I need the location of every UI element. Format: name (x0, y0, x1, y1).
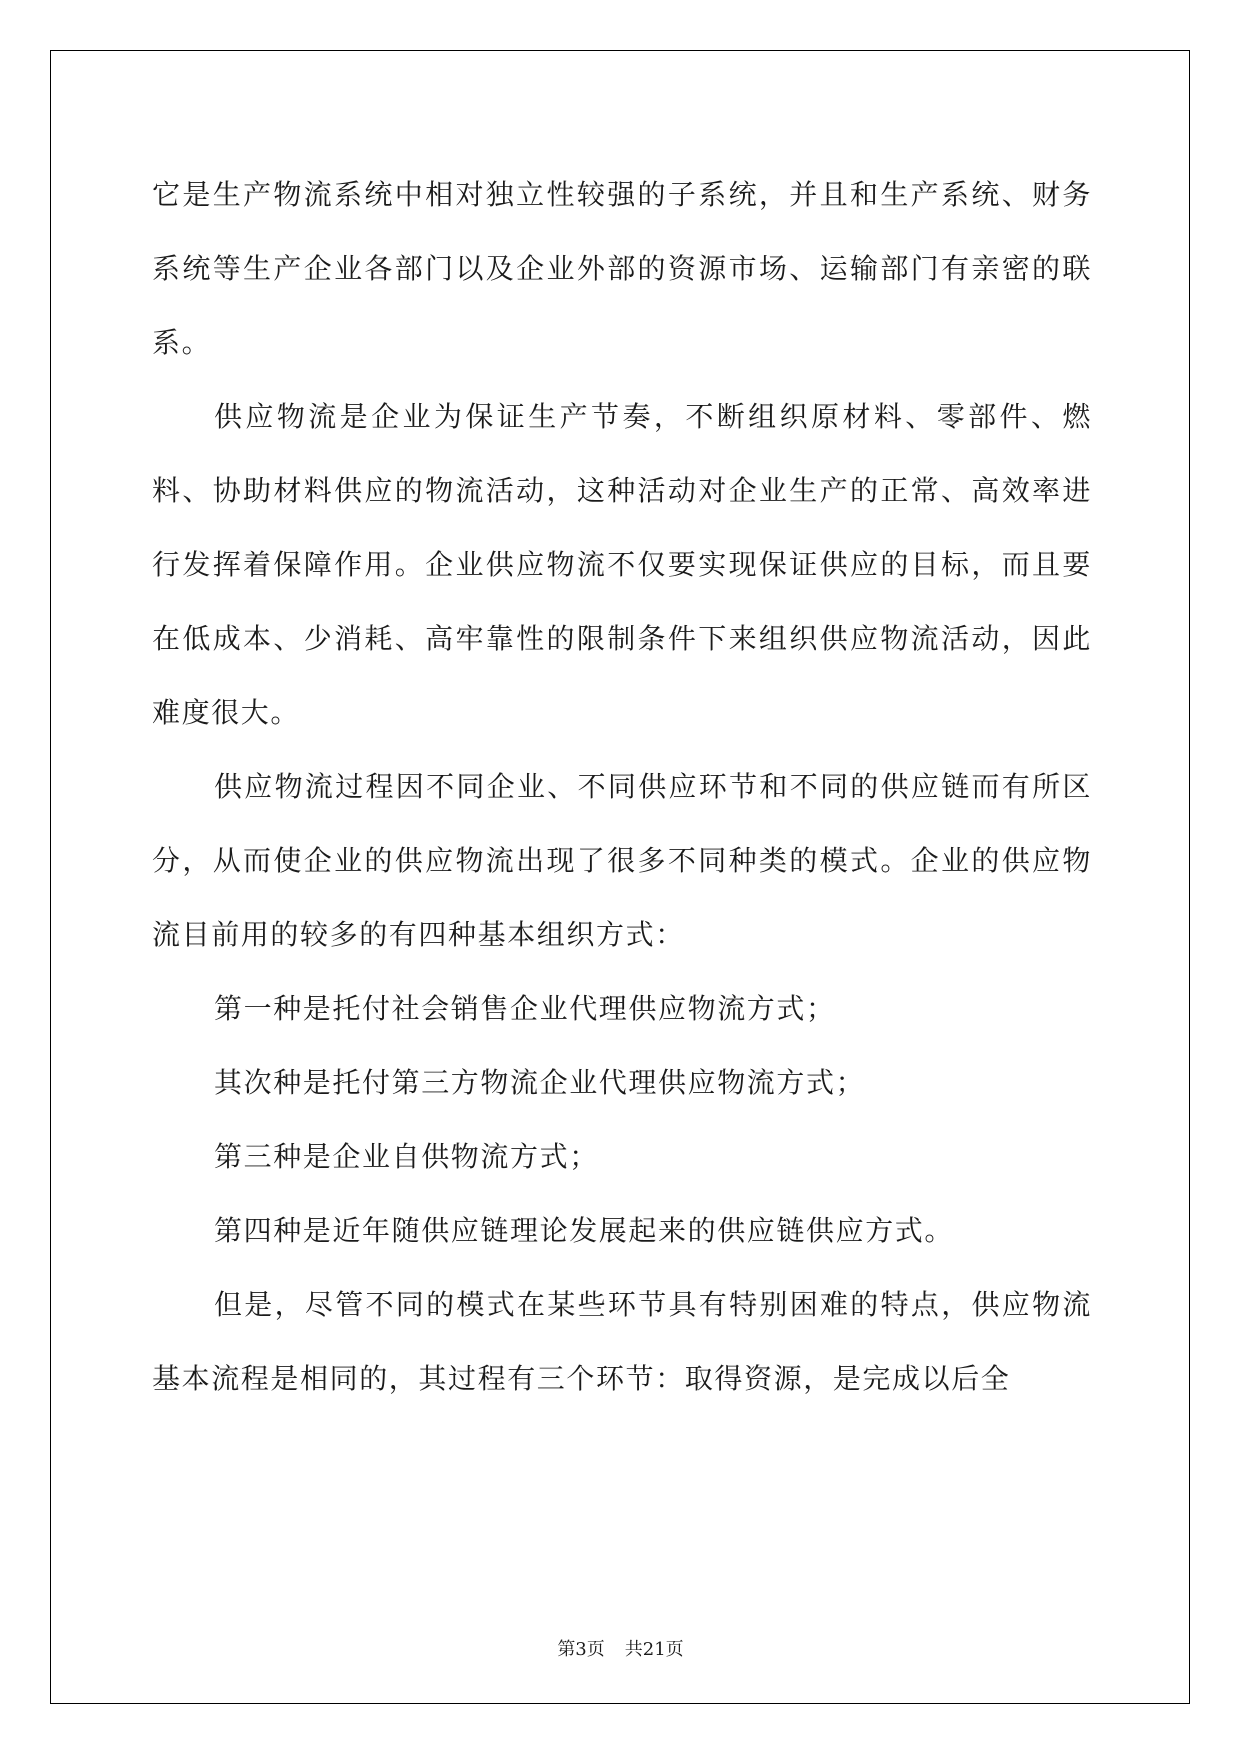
page-number: 第3页 (557, 1639, 605, 1660)
page-total: 共21页 (624, 1639, 684, 1660)
paragraph-5: 其次种是托付第三方物流企业代理供应物流方式； (214, 1066, 866, 1099)
document-body (152, 158, 1092, 1416)
paragraph-7: 第四种是近年随供应链理论发展起来的供应链供应方式。 (214, 1214, 955, 1247)
paragraph-3: 供应物流过程因不同企业、不同供应环节和不同的供应链而有所区分，从而使企业的供应物流出现了很多不同种类的模式。企业的供应物流目前用的较多的有四种基本组织方式： (152, 770, 1092, 951)
page-footer (0, 1635, 1241, 1661)
paragraph-2: 供应物流是企业为保证生产节奏，不断组织原材料、零部件、燃料、协助材料供应的物流活动，这种活动对企业生产的正常、高效率进行发挥着保障作用。企业供应物流不仅要实现保证供应的目标，而且要在低成本、少消耗、高牢靠性的限制条件下来组织供应物流活动，因此难度很大。 (152, 400, 1092, 729)
paragraph-1: 它是生产物流系统中相对独立性较强的子系统，并且和生产系统、财务系统等生产企业各部门以及企业外部的资源市场、运输部门有亲密的联系。 (152, 178, 1092, 359)
paragraph-4: 第一种是托付社会销售企业代理供应物流方式； (214, 992, 836, 1025)
paragraph-8: 但是，尽管不同的模式在某些环节具有特别困难的特点，供应物流基本流程是相同的，其过程有三个环节：取得资源，是完成以后全 (152, 1288, 1092, 1395)
paragraph-6: 第三种是企业自供物流方式； (214, 1140, 599, 1173)
